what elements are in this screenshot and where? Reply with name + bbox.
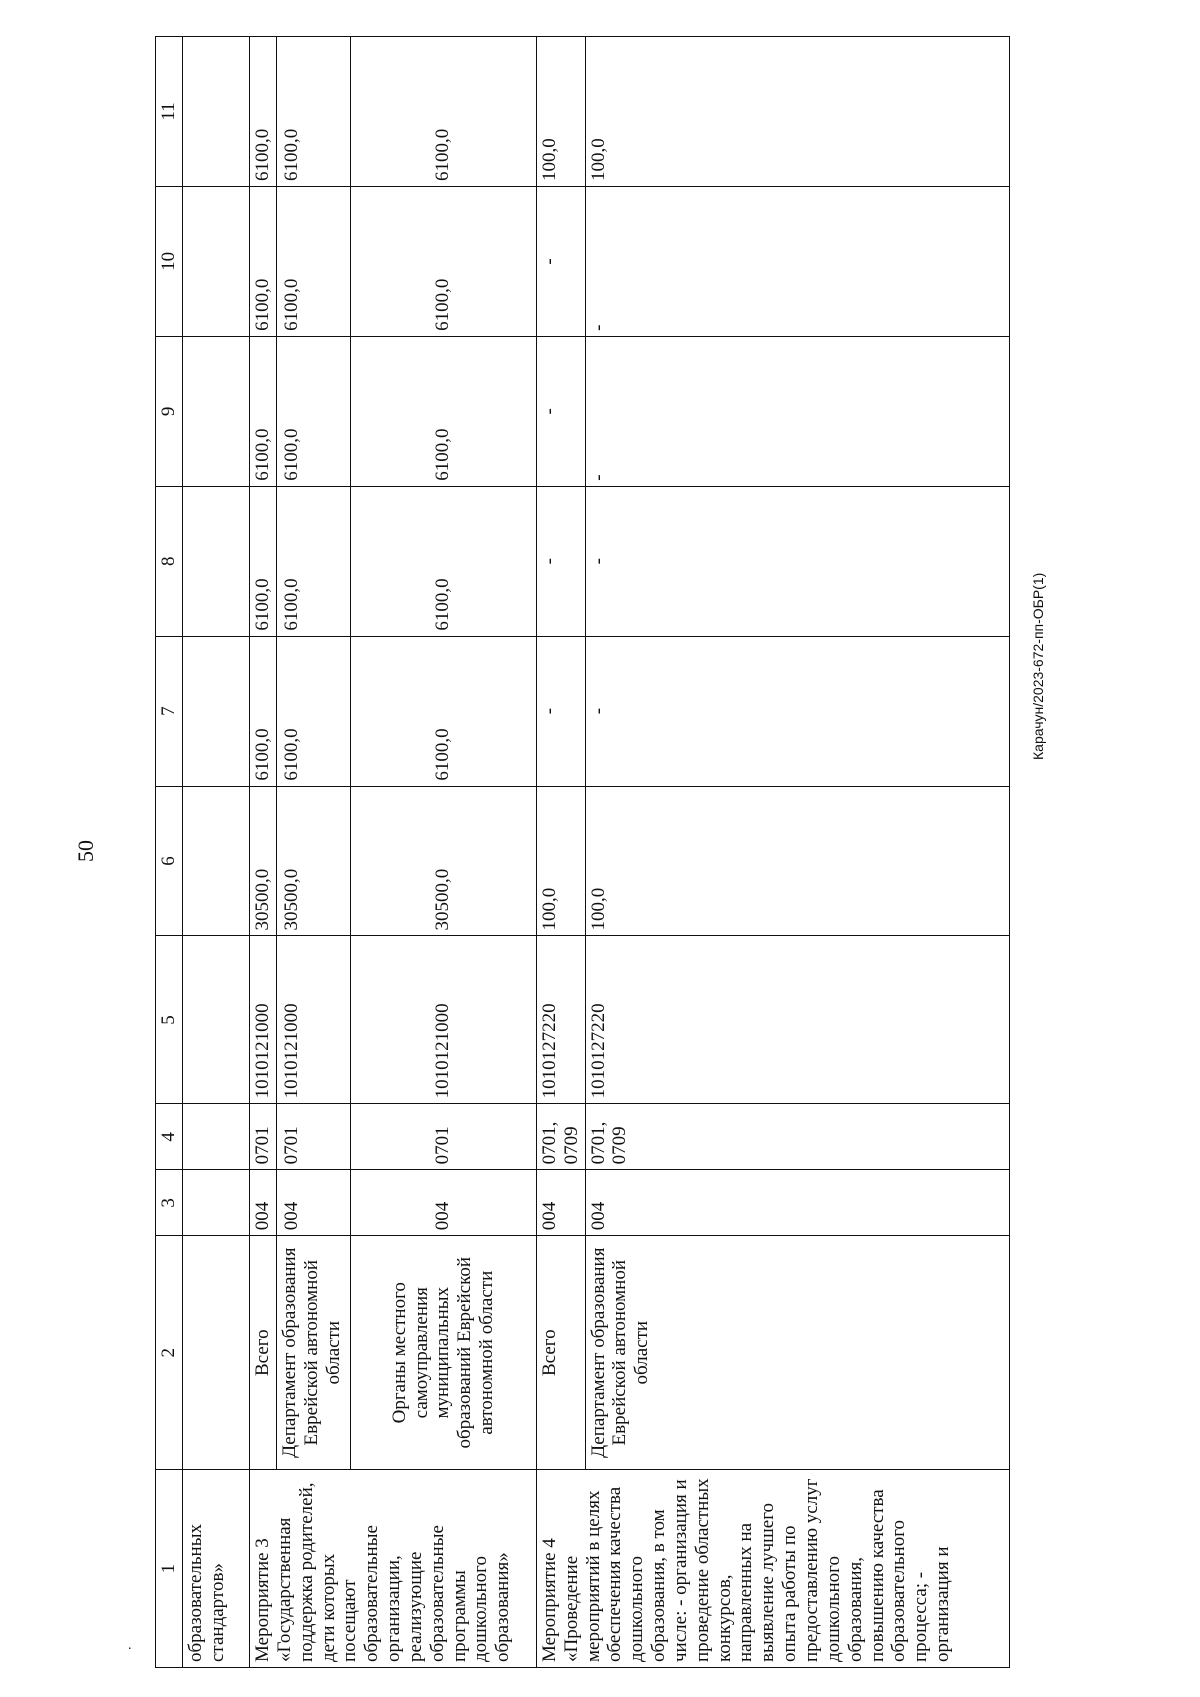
- section-cell: 0701, 0709: [536, 1104, 585, 1170]
- grbs-cell: 004: [350, 1170, 536, 1236]
- table-row: [276, 37, 350, 1668]
- budget-table-rotated: [155, 36, 1010, 1668]
- year-cell: 100,0: [536, 37, 585, 187]
- year-cell: -: [536, 486, 585, 636]
- year-cell: 6100,0: [350, 186, 536, 336]
- column-header: 2: [156, 1236, 183, 1470]
- year-cell: -: [536, 336, 585, 486]
- year-cell: 6100,0: [276, 186, 350, 336]
- column-header: 10: [156, 186, 183, 336]
- column-header: 4: [156, 1104, 183, 1170]
- year-cell: 6100,0: [250, 37, 277, 187]
- year-cell: -: [585, 636, 1009, 786]
- year-cell: 6100,0: [276, 336, 350, 486]
- executor-cell: Департамент образования Еврейской автономной области: [276, 1236, 350, 1470]
- executor-cell: Департамент образования Еврейской автономной области: [585, 1236, 1009, 1470]
- table-row: [536, 37, 585, 1668]
- budget-table: [155, 36, 1010, 1668]
- year-cell: 6100,0: [250, 186, 277, 336]
- year-cell: 6100,0: [276, 636, 350, 786]
- year-cell: 100,0: [585, 37, 1009, 187]
- column-header: 1: [156, 1470, 183, 1668]
- year-cell: -: [585, 486, 1009, 636]
- section-cell: 0701: [276, 1104, 350, 1170]
- stray-mark: .: [128, 1638, 132, 1653]
- total-cell: 100,0: [536, 786, 585, 936]
- year-cell: -: [585, 186, 1009, 336]
- total-cell: 30500,0: [350, 786, 536, 936]
- year-cell: 6100,0: [276, 486, 350, 636]
- column-header: 7: [156, 636, 183, 786]
- column-header: 3: [156, 1170, 183, 1236]
- year-cell: 6100,0: [350, 336, 536, 486]
- year-cell: 6100,0: [250, 486, 277, 636]
- target-cell: 1010121000: [250, 936, 277, 1104]
- target-cell: 1010127220: [536, 936, 585, 1104]
- table-row: [585, 37, 1009, 1668]
- measure-title: Мероприятие 4 «Проведение мероприятий в целях обеспечения качества дошкольного образования, в том числе: - организация и проведение областных конкурсов, направленных на выявление лучшего опыта работы по предоставлению услуг дошкольного образования, повышению качества образовательного процесса; - организация и: [536, 1470, 1009, 1668]
- total-cell: 100,0: [585, 786, 1009, 936]
- column-header: 8: [156, 486, 183, 636]
- year-cell: -: [585, 336, 1009, 486]
- year-cell: 6100,0: [276, 37, 350, 187]
- page-number: 50: [73, 840, 98, 862]
- grbs-cell: 004: [585, 1170, 1009, 1236]
- grbs-cell: 004: [536, 1170, 585, 1236]
- executor-cell: Органы местного самоуправления муниципальных образований Еврейской автономной области: [350, 1236, 536, 1470]
- total-cell: 30500,0: [250, 786, 277, 936]
- year-cell: 6100,0: [350, 486, 536, 636]
- target-cell: 1010121000: [276, 936, 350, 1104]
- year-cell: 6100,0: [350, 636, 536, 786]
- total-cell: 30500,0: [276, 786, 350, 936]
- column-header: 11: [156, 37, 183, 187]
- grbs-cell: 004: [250, 1170, 277, 1236]
- column-header: 9: [156, 336, 183, 486]
- column-number-row: [156, 37, 183, 1668]
- executor-cell: Всего: [536, 1236, 585, 1470]
- executor-cell: Всего: [250, 1236, 277, 1470]
- year-cell: 6100,0: [250, 636, 277, 786]
- continued-measure-text: образовательных стандартов»: [183, 1470, 250, 1668]
- grbs-cell: 004: [276, 1170, 350, 1236]
- target-cell: 1010127220: [585, 936, 1009, 1104]
- target-cell: 1010121000: [350, 936, 536, 1104]
- table-row: [350, 37, 536, 1668]
- year-cell: 6100,0: [350, 37, 536, 187]
- continuation-row: [183, 37, 250, 1668]
- column-header: 5: [156, 936, 183, 1104]
- measure-title: Мероприятие 3 «Государственная поддержка родителей, дети которых посещают образовательные организации, реализующие образовательные программы дошкольного образования»: [250, 1470, 537, 1668]
- year-cell: -: [536, 636, 585, 786]
- document-stamp: Карачун/2023-672-пп-ОБР(1): [1030, 572, 1046, 760]
- year-cell: -: [536, 186, 585, 336]
- section-cell: 0701, 0709: [585, 1104, 1009, 1170]
- year-cell: 6100,0: [250, 336, 277, 486]
- table-row: [250, 37, 277, 1668]
- section-cell: 0701: [250, 1104, 277, 1170]
- section-cell: 0701: [350, 1104, 536, 1170]
- column-header: 6: [156, 786, 183, 936]
